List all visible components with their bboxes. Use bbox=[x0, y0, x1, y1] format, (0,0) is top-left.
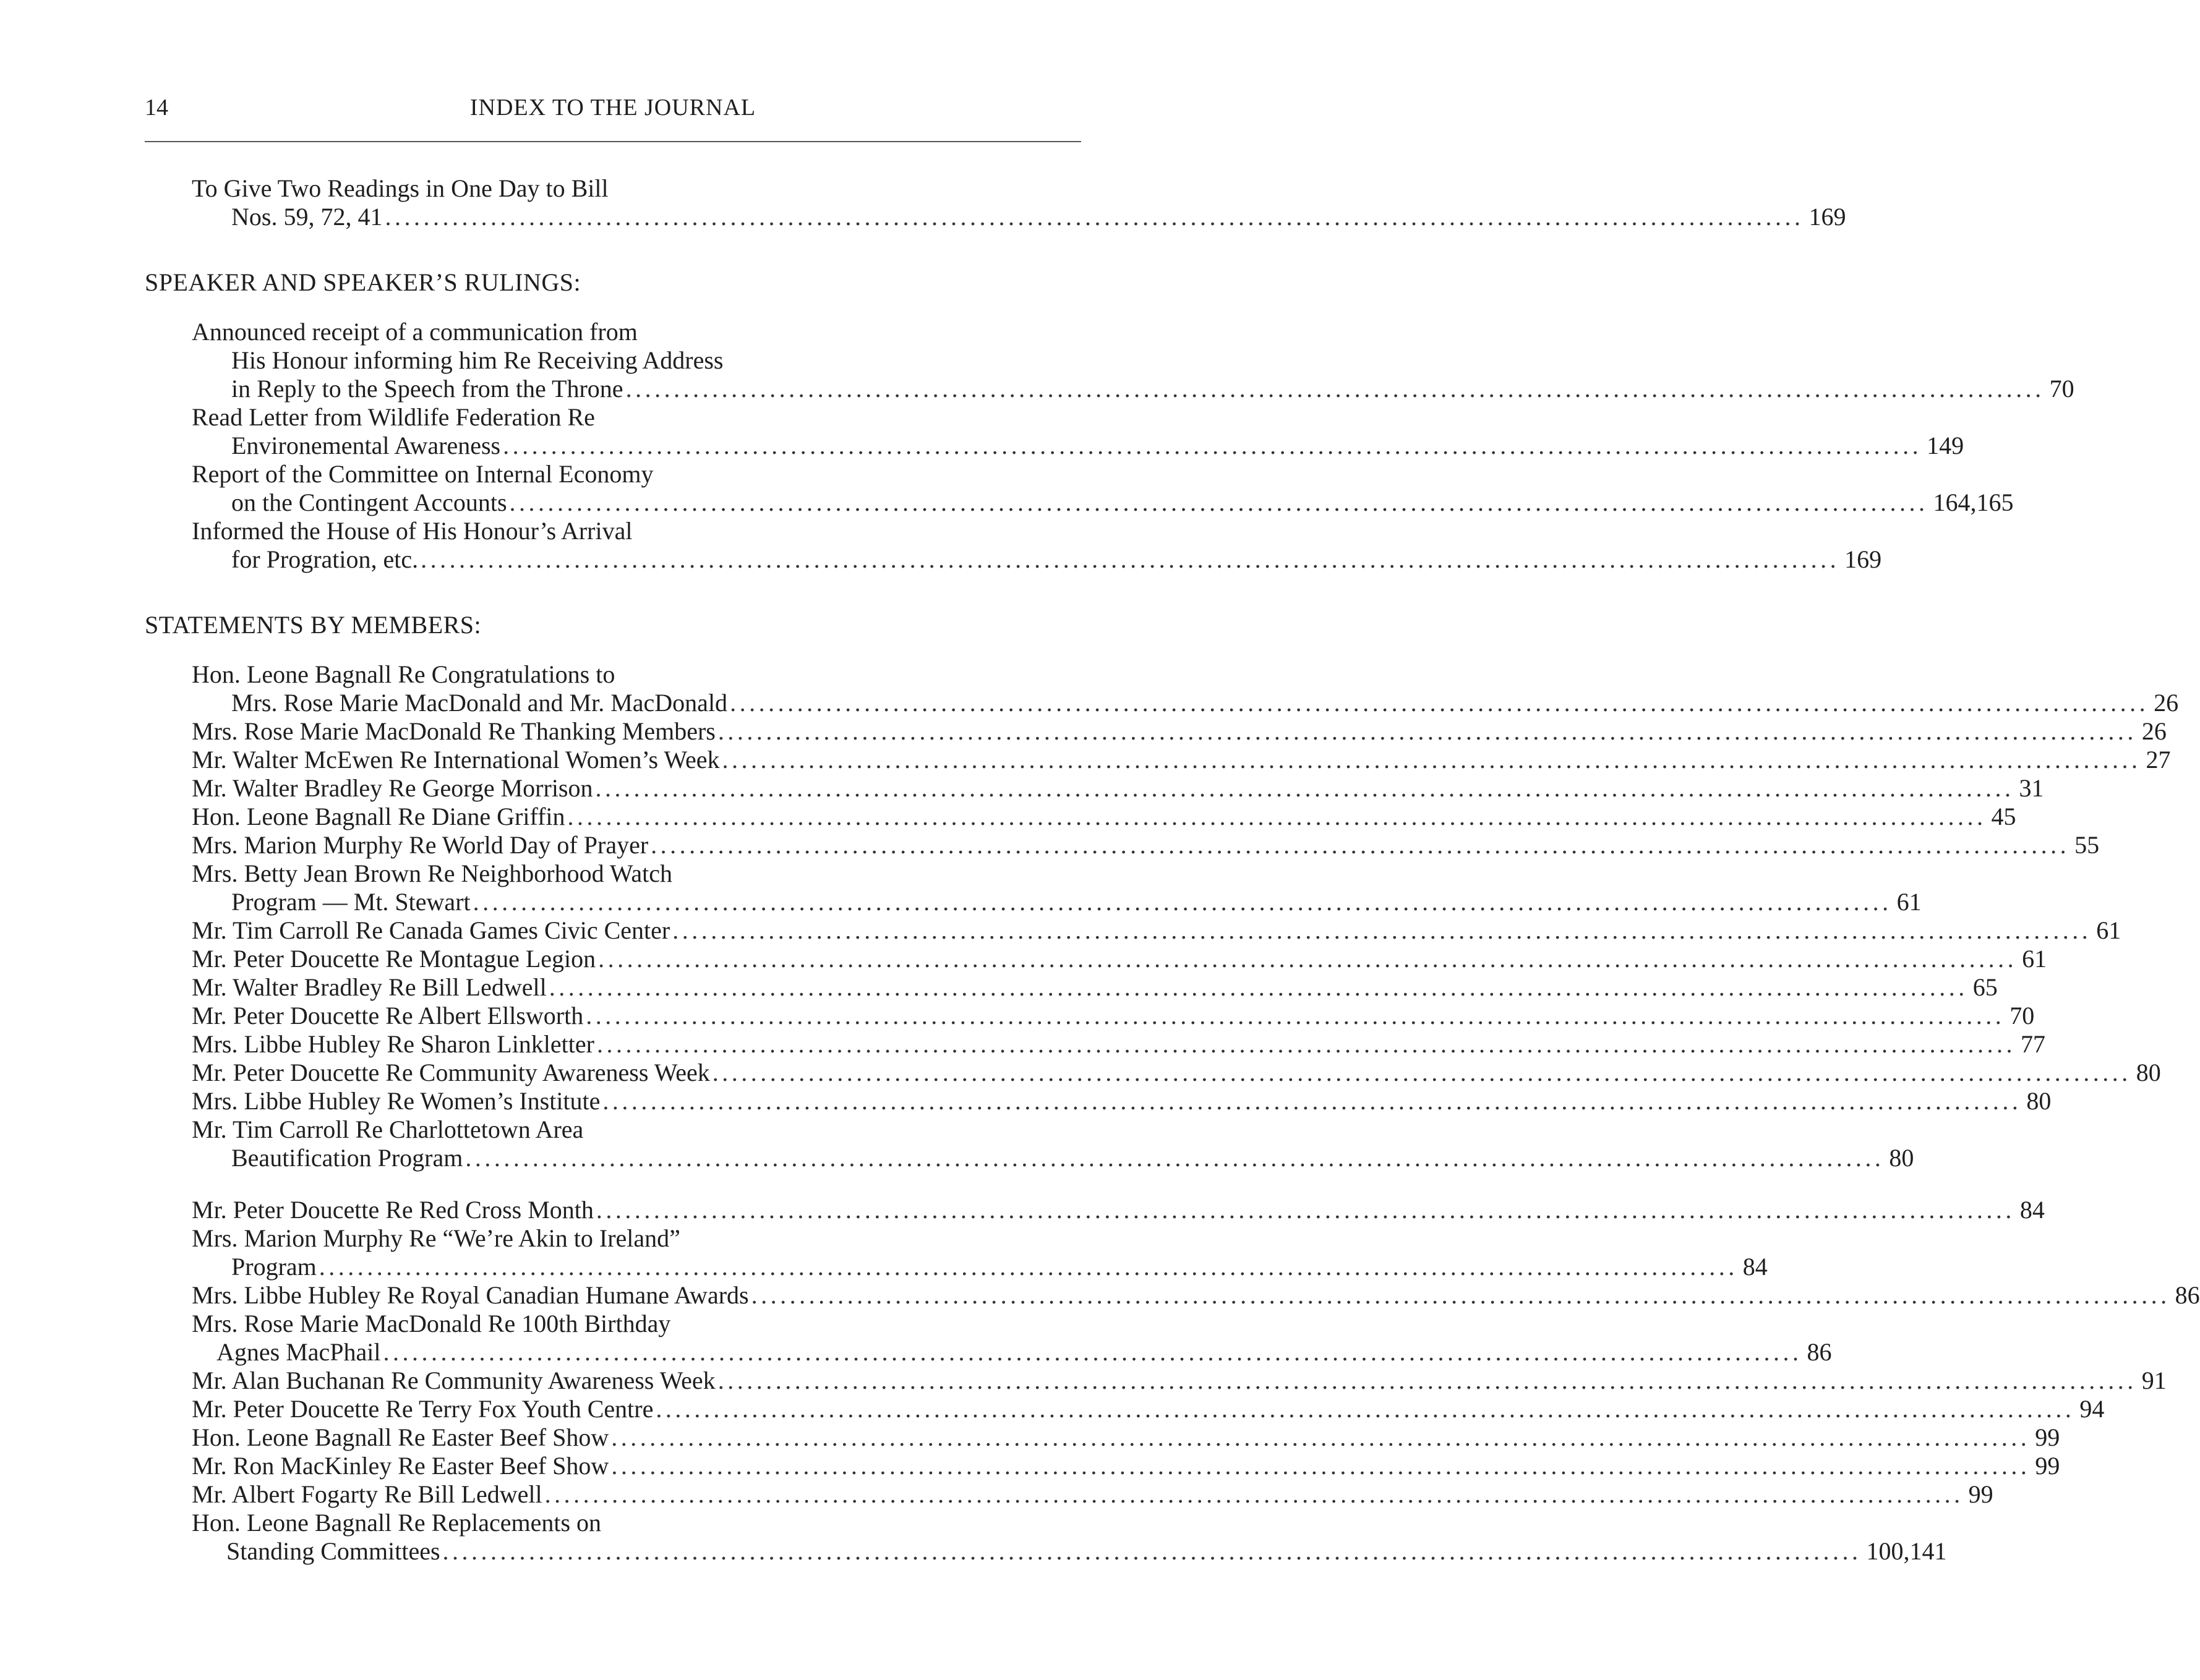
entry-page-ref: 100,141 bbox=[1866, 1537, 1947, 1565]
dot-leader: .................................................................................................................................................... bbox=[503, 432, 1922, 459]
entry-page-ref: 169 bbox=[1844, 545, 1882, 573]
heading-spacer bbox=[145, 639, 1077, 660]
entry-page-ref: 61 bbox=[2022, 945, 2047, 973]
index-entry bbox=[145, 1310, 1077, 1338]
entry-text: Mr. Ron MacKinley Re Easter Beef Show bbox=[192, 1452, 609, 1480]
dot-leader: .................................................................................................................................................... bbox=[611, 1452, 2031, 1480]
dot-leader: .................................................................................................................................................... bbox=[717, 717, 2137, 745]
entry-page-ref: 94 bbox=[2079, 1395, 2105, 1423]
dot-leader: .................................................................................................................................................... bbox=[625, 375, 2045, 403]
index-entry bbox=[145, 746, 2171, 774]
index-entry bbox=[145, 432, 1964, 460]
dot-leader: .................................................................................................................................................... bbox=[319, 1253, 1738, 1281]
page-header bbox=[145, 92, 1081, 124]
index-entry bbox=[145, 1281, 2200, 1310]
entry-page-ref: 26 bbox=[2141, 717, 2167, 745]
entry-text: His Honour informing him Re Receiving Address bbox=[231, 346, 724, 374]
dot-leader: .................................................................................................................................................... bbox=[717, 1367, 2137, 1394]
entry-text: Mr. Walter Bradley Re Bill Ledwell bbox=[192, 973, 547, 1001]
index-entry bbox=[145, 545, 1882, 574]
entry-page-ref: 26 bbox=[2154, 689, 2179, 717]
entry-page-ref: 61 bbox=[2096, 916, 2121, 944]
entry-text: Mrs. Rose Marie MacDonald Re 100th Birthday bbox=[192, 1310, 671, 1337]
entry-text: Nos. 59, 72, 41 bbox=[231, 203, 383, 231]
index-entry bbox=[145, 1395, 2105, 1423]
entry-text: Program — Mt. Stewart bbox=[231, 888, 471, 916]
entry-text: Mr. Peter Doucette Re Terry Fox Youth Centre bbox=[192, 1395, 654, 1423]
entry-text: Mr. Peter Doucette Re Red Cross Month bbox=[192, 1196, 594, 1224]
index-entry bbox=[145, 1452, 2060, 1480]
dot-leader: .................................................................................................................................................... bbox=[383, 1338, 1802, 1366]
index-entry bbox=[145, 1115, 1077, 1144]
entry-text: in Reply to the Speech from the Throne bbox=[231, 375, 623, 403]
entry-page-ref: 70 bbox=[2010, 1002, 2035, 1030]
entry-text: Mrs. Rose Marie MacDonald and Mr. MacDonald bbox=[231, 689, 728, 717]
entry-page-ref: 86 bbox=[2175, 1281, 2200, 1309]
index-entry bbox=[145, 1338, 1832, 1367]
entry-text: Mrs. Libbe Hubley Re Royal Canadian Humane Awards bbox=[192, 1281, 749, 1309]
index-entry bbox=[145, 1367, 2167, 1395]
entry-text: Hon. Leone Bagnall Re Diane Griffin bbox=[192, 803, 565, 830]
index-entry bbox=[145, 1030, 2045, 1059]
index-entry bbox=[145, 831, 2100, 859]
index-entry bbox=[145, 1059, 2161, 1087]
index-entry bbox=[145, 774, 2044, 803]
intro-entries bbox=[145, 174, 1846, 231]
entry-page-ref: 84 bbox=[2019, 1196, 2045, 1224]
dot-leader: .................................................................................................................................................... bbox=[385, 203, 1804, 231]
entry-text: Environemental Awareness bbox=[231, 432, 501, 459]
dot-leader: .................................................................................................................................................... bbox=[602, 1087, 2022, 1115]
dot-leader: .................................................................................................................................................... bbox=[651, 831, 2070, 859]
index-entry bbox=[145, 973, 1998, 1002]
statements-entries-group-1 bbox=[145, 660, 2179, 1172]
statements-entries-group-2 bbox=[145, 1196, 2200, 1566]
entry-page-ref: 99 bbox=[2035, 1423, 2060, 1451]
header-rule bbox=[145, 141, 1081, 142]
index-entry bbox=[145, 689, 2179, 717]
entry-text: Mr. Alan Buchanan Re Community Awareness Week bbox=[192, 1367, 716, 1394]
dot-leader: .................................................................................................................................................... bbox=[656, 1395, 2075, 1423]
index-entry bbox=[145, 403, 1077, 432]
entry-page-ref: 80 bbox=[1889, 1144, 1914, 1172]
entry-text: Mrs. Marion Murphy Re “We’re Akin to Ireland” bbox=[192, 1224, 680, 1252]
entry-text: Mr. Peter Doucette Re Albert Ellsworth bbox=[192, 1002, 584, 1030]
entry-page-ref: 77 bbox=[2020, 1030, 2045, 1058]
entry-text: Mr. Albert Fogarty Re Bill Ledwell bbox=[192, 1480, 542, 1508]
entry-page-ref: 91 bbox=[2141, 1367, 2167, 1394]
entry-text: Read Letter from Wildlife Federation Re bbox=[192, 403, 595, 431]
dot-leader: .................................................................................................................................................... bbox=[598, 945, 2018, 973]
dot-leader: .................................................................................................................................................... bbox=[465, 1144, 1885, 1172]
index-entry bbox=[145, 1196, 2045, 1224]
entry-page-ref: 80 bbox=[2136, 1059, 2161, 1086]
dot-leader: .................................................................................................................................................... bbox=[596, 1030, 2016, 1058]
group-spacer bbox=[145, 1172, 1077, 1196]
index-entry bbox=[145, 1423, 2060, 1452]
entry-text: Program bbox=[231, 1253, 317, 1281]
entry-page-ref: 45 bbox=[1991, 803, 2016, 830]
entry-text: Mr. Walter Bradley Re George Morrison bbox=[192, 774, 593, 802]
entry-text: Mr. Peter Doucette Re Montague Legion bbox=[192, 945, 596, 973]
entry-page-ref: 99 bbox=[2035, 1452, 2060, 1480]
entry-text: for Progration, etc. bbox=[231, 545, 419, 573]
entry-text: Report of the Committee on Internal Economy bbox=[192, 460, 654, 488]
index-entry bbox=[145, 1002, 2035, 1030]
entry-page-ref: 169 bbox=[1808, 203, 1846, 231]
page-number: 14 bbox=[145, 95, 168, 121]
entry-text: Announced receipt of a communication from bbox=[192, 318, 638, 346]
entry-text: Mrs. Libbe Hubley Re Women’s Institute bbox=[192, 1087, 601, 1115]
entry-text: on the Contingent Accounts bbox=[231, 488, 507, 516]
index-entry bbox=[145, 1087, 2052, 1115]
entry-page-ref: 99 bbox=[1968, 1480, 1993, 1508]
index-entry bbox=[145, 1537, 1947, 1566]
index-entry bbox=[145, 660, 1077, 689]
index-entry bbox=[145, 517, 1077, 545]
entry-page-ref: 86 bbox=[1807, 1338, 1832, 1366]
entry-text: Standing Committees bbox=[226, 1537, 440, 1565]
dot-leader: .................................................................................................................................................... bbox=[421, 545, 1840, 573]
index-entry bbox=[145, 1253, 1768, 1281]
entry-page-ref: 27 bbox=[2146, 746, 2171, 774]
entry-page-ref: 65 bbox=[1972, 973, 1998, 1001]
dot-leader: .................................................................................................................................................... bbox=[473, 888, 1892, 916]
index-entry bbox=[145, 888, 1922, 916]
entry-page-ref: 84 bbox=[1742, 1253, 1768, 1281]
entry-page-ref: 61 bbox=[1896, 888, 1922, 916]
dot-leader: .................................................................................................................................................... bbox=[751, 1281, 2170, 1309]
dot-leader: .................................................................................................................................................... bbox=[595, 774, 2014, 802]
entry-text: Beautification Program bbox=[231, 1144, 463, 1172]
entry-text: Mr. Walter McEwen Re International Women’s Week bbox=[192, 746, 720, 774]
entry-text: Mrs. Betty Jean Brown Re Neighborhood Watch bbox=[192, 859, 673, 887]
index-entry bbox=[145, 460, 1077, 488]
index-entry bbox=[145, 1509, 1077, 1537]
index-entry bbox=[145, 1480, 1993, 1509]
entry-text: Informed the House of His Honour’s Arrival bbox=[192, 517, 633, 545]
section-spacer bbox=[145, 574, 1077, 611]
section-heading-statements: STATEMENTS BY MEMBERS: bbox=[145, 611, 482, 639]
entry-text: Agnes MacPhail bbox=[216, 1338, 381, 1366]
entry-page-ref: 80 bbox=[2026, 1087, 2052, 1115]
entry-page-ref: 55 bbox=[2074, 831, 2100, 859]
entry-text: Hon. Leone Bagnall Re Easter Beef Show bbox=[192, 1423, 609, 1451]
entry-text: Mr. Tim Carroll Re Charlottetown Area bbox=[192, 1115, 584, 1143]
dot-leader: .................................................................................................................................................... bbox=[586, 1002, 2005, 1030]
heading-spacer bbox=[145, 297, 1077, 318]
index-entry bbox=[145, 803, 2016, 831]
index-entry bbox=[145, 203, 1846, 231]
entry-text: To Give Two Readings in One Day to Bill bbox=[192, 174, 609, 202]
dot-leader: .................................................................................................................................................... bbox=[672, 916, 2092, 944]
index-entry bbox=[145, 859, 1077, 888]
dot-leader: .................................................................................................................................................... bbox=[712, 1059, 2131, 1086]
index-entry bbox=[145, 174, 1077, 203]
index-entry bbox=[145, 1224, 1077, 1253]
entry-text: Mrs. Marion Murphy Re World Day of Prayer bbox=[192, 831, 649, 859]
index-entry bbox=[145, 916, 2121, 945]
dot-leader: .................................................................................................................................................... bbox=[596, 1196, 2015, 1224]
index-entry bbox=[145, 488, 2014, 517]
dot-leader: .................................................................................................................................................... bbox=[544, 1480, 1964, 1508]
dot-leader: .................................................................................................................................................... bbox=[549, 973, 1968, 1001]
entry-page-ref: 149 bbox=[1927, 432, 1964, 459]
entry-text: Hon. Leone Bagnall Re Replacements on bbox=[192, 1509, 602, 1537]
speaker-entries bbox=[145, 318, 2074, 574]
entry-text: Mrs. Rose Marie MacDonald Re Thanking Members bbox=[192, 717, 716, 745]
dot-leader: .................................................................................................................................................... bbox=[509, 488, 1928, 516]
dot-leader: .................................................................................................................................................... bbox=[730, 689, 2149, 717]
entry-page-ref: 70 bbox=[2049, 375, 2074, 403]
page-title: INDEX TO THE JOURNAL bbox=[469, 95, 756, 121]
index-entry bbox=[145, 1144, 1914, 1172]
section-spacer bbox=[145, 231, 1077, 268]
entry-text: Hon. Leone Bagnall Re Congratulations to bbox=[192, 660, 615, 688]
index-entry bbox=[145, 717, 2167, 746]
index-entry bbox=[145, 346, 1077, 375]
index-entry bbox=[145, 945, 2047, 973]
entry-text: Mr. Tim Carroll Re Canada Games Civic Center bbox=[192, 916, 670, 944]
entry-page-ref: 164,165 bbox=[1933, 488, 2014, 516]
dot-leader: .................................................................................................................................................... bbox=[567, 803, 1987, 830]
entry-page-ref: 31 bbox=[2019, 774, 2044, 802]
section-heading-speaker: SPEAKER AND SPEAKER’S RULINGS: bbox=[145, 268, 581, 296]
dot-leader: .................................................................................................................................................... bbox=[722, 746, 2141, 774]
entry-text: Mrs. Libbe Hubley Re Sharon Linkletter bbox=[192, 1030, 594, 1058]
dot-leader: .................................................................................................................................................... bbox=[442, 1537, 1862, 1565]
dot-leader: .................................................................................................................................................... bbox=[611, 1423, 2031, 1451]
index-entry bbox=[145, 375, 2074, 403]
index-content bbox=[145, 174, 2200, 1566]
entry-text: Mr. Peter Doucette Re Community Awareness Week bbox=[192, 1059, 710, 1086]
index-entry bbox=[145, 318, 1077, 346]
